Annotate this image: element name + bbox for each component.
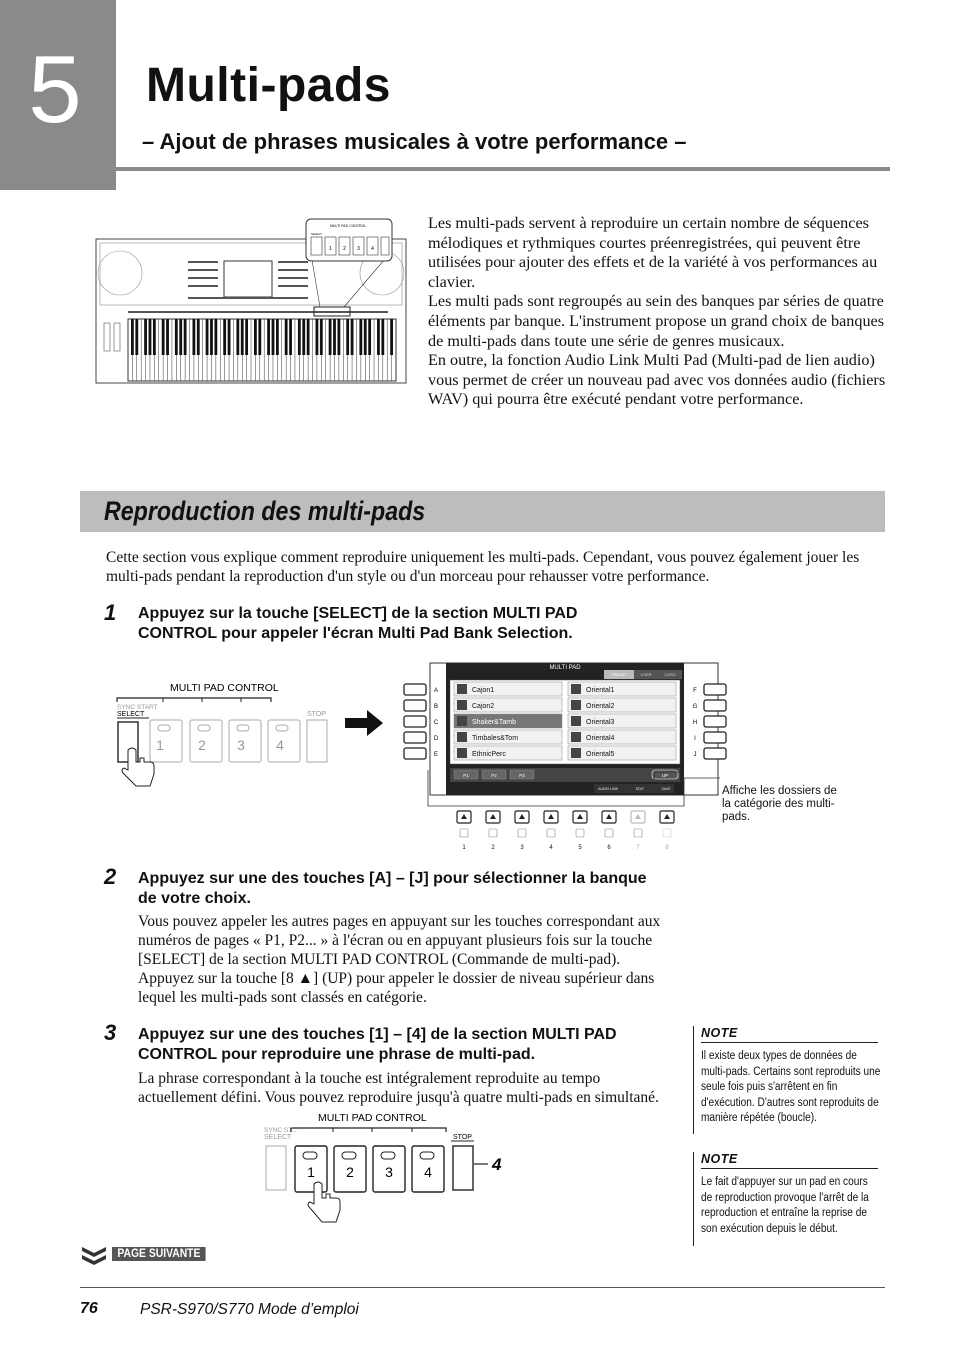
page-tab-label: P2 [491,773,497,778]
pad2-2-label: 2 [346,1164,354,1180]
intro-paragraph: En outre, la fonction Audio Link Multi Pad (Multi-pad de lien audio) vous permet de créer un nouveau pad avec vos données audio (fichiers WAV) qui pourra être exécuté pendant votre performance. [428,351,886,409]
callout-mpc-label: MULTI PAD CONTROL [330,224,367,228]
step-2-number: 2 [104,864,117,889]
select-label: SELECT [117,711,145,718]
note-label: NOTE [701,1026,878,1043]
bank-select-button[interactable] [704,716,726,727]
page-tab-label: P3 [519,773,525,778]
numbered-button-down[interactable] [634,829,642,837]
bank-icon [571,684,581,694]
bank-item[interactable]: Timbales&Tom [472,735,519,742]
callout-pad-3: 3 [357,246,360,252]
bank-item[interactable]: Cajon2 [472,703,495,710]
button-number: 5 [578,845,582,851]
button-number: 6 [607,845,611,851]
bank-icon [571,732,581,742]
button-letter: J [693,752,697,758]
bank-icon [571,748,581,758]
stop-callout-number: 4 [492,1155,502,1174]
button-number: 2 [491,845,495,851]
bank-icon [457,700,467,710]
button-letter: F [693,688,697,694]
tab-card: CARD [664,672,676,677]
numbered-button-down[interactable] [663,829,671,837]
button-number: 3 [520,845,524,851]
stop-label: STOP [307,711,326,718]
page-subtitle: – Ajout de phrases musicales à votre performance – [142,129,687,154]
step-3-heading: Appuyez sur une des touches [1] – [4] de la section MULTI PAD CONTROL pour reproduire une phrase de multi-pad. [138,1026,617,1063]
mpc2-title: MULTI PAD CONTROL [318,1112,427,1124]
bank-icon [457,748,467,758]
mpc-title: MULTI PAD CONTROL [170,682,279,694]
next-page-chevron-icon [80,1245,110,1265]
section-description: Cette section vous explique comment reproduire uniquement les multi-pads. Cependant, vous pouvez également jouer les multi-pads pendant la reproduction d'un style ou d'un morceau pour rehausser votre performance. [106,549,860,585]
numbered-button-down[interactable] [605,829,613,837]
tab-preset: PRESET [610,672,628,677]
callout-pad-1: 1 [329,246,332,252]
bank-icon [457,716,467,726]
intro-paragraph: Les multi pads sont regroupés au sein des banques par séries de quatre éléments par banque. L'instrument propose un grand choix de banques de multi-pads dans toute une série de genres musicaux. [428,292,885,350]
bank-item[interactable]: EthnicPerc [472,751,506,758]
func-save[interactable]: SAVE [661,787,671,791]
bank-icon [571,716,581,726]
numbered-button-down[interactable] [576,829,584,837]
bank-icon [457,684,467,694]
bank-item[interactable]: Oriental4 [586,735,615,742]
callout-pad-4: 4 [371,246,374,252]
step-1-heading: Appuyez sur la touche [SELECT] de la section MULTI PAD CONTROL pour appeler l'écran Multi Pad Bank Selection. [138,605,578,642]
bank-select-button[interactable] [704,732,726,743]
bank-icon [457,732,467,742]
bank-item[interactable]: Oriental1 [586,687,615,694]
bank-select-button[interactable] [704,748,726,759]
keyboard-illustration [92,215,410,385]
button-number: 8 [665,845,669,851]
note-box [693,1026,881,1134]
next-page-label[interactable]: PAGE SUIVANTE [112,1247,206,1261]
note-label: NOTE [701,1152,878,1169]
manual-name: PSR-S970/S770 Mode d’emploi [140,1301,359,1318]
button-letter: I [694,736,696,742]
note-text: Il existe deux types de données de multi-pads. Certains sont reproduits une seule fois puis s'arrêtent en fin d'exécution. D'autres sont reproduits de manière répétée (boucle). [701,1050,881,1124]
title-rule [116,167,890,171]
step-2-body: Vous pouvez appeler les autres pages en appuyant sur les touches correspondant aux numéros de pages « P1, P2... » à l'écran ou en appuyant plusieurs fois sur la touche [SELECT] de la section MULTI PAD CONTROL (Commande de multi-pad). Appuyez sur la touche [8 ▲] (UP) pour appeler le dossier de niveau supérieur dans lequel les multi-pads sont classés en catégorie. [138,913,661,1006]
button-number: 1 [462,845,466,851]
step-3-body: La phrase correspondant à la touche est intégralement reproduite au tempo actuellement défini. Vous pouvez reproduire jusqu'à quatre multi-pads en simultané. [138,1070,659,1106]
button-letter: B [433,704,439,710]
bank-item[interactable]: Oriental3 [586,719,615,726]
sync-start-label: SYNC START [117,704,158,711]
numbered-button-down[interactable] [460,829,468,837]
pad-4-label: 4 [276,737,284,753]
page-number: 76 [80,1300,98,1317]
section-title: Reproduction des multi-pads [104,496,426,526]
bank-item[interactable]: Cajon1 [472,687,495,694]
page-title: Multi-pads [146,59,391,112]
up-button[interactable]: UP [661,773,669,778]
screen-annotation: Affiche les dossiers de la catégorie des multi-pads. [722,785,837,823]
tab-user: USER [640,672,652,677]
arrow-right-icon [345,708,385,738]
bank-select-button[interactable] [404,700,426,711]
numbered-button-down[interactable] [489,829,497,837]
pad-1-label: 1 [156,737,164,753]
multi-pad-control-diagram-2 [262,1112,512,1224]
note-text: Le fait d'appuyer sur un pad en cours de reproduction provoque l'arrêt de la reproduction et entraîne la reprise de son exécution depuis le début. [701,1176,869,1235]
bank-icon [571,700,581,710]
intro-paragraph: Les multi-pads servent à reproduire un certain nombre de séquences mélodiques et rythmiques courtes préenregistrées, qui peuvent être utilisées pour ajouter des effets et de la variété à vos performances au clavier. [428,214,878,291]
pad-2-label: 2 [198,737,206,753]
multi-pad-bank-screen [398,660,733,855]
button-letter: G [692,704,698,710]
button-letter: H [692,720,698,726]
bank-item[interactable]: Shaker&Tamb [472,719,516,726]
bank-select-button[interactable] [704,700,726,711]
note-box [693,1152,878,1246]
bank-select-button[interactable] [404,748,426,759]
mpc2-stop-label: STOP [453,1134,472,1141]
multi-pad-control-diagram [114,678,334,788]
bank-select-button[interactable] [704,684,726,695]
step-3-number: 3 [104,1020,117,1045]
callout-select-label: SELECT [311,232,322,236]
numbered-button-down[interactable] [547,829,555,837]
screen-title: MULTI PAD [549,665,581,671]
page-tab-label: P1 [463,773,469,778]
bank-item[interactable]: Oriental5 [586,751,615,758]
pad2-4-label: 4 [424,1164,432,1180]
button-letter: C [433,720,439,726]
footer-rule [80,1287,885,1288]
intro-text [428,214,888,410]
button-letter: E [433,752,439,758]
bank-select-button[interactable] [404,716,426,727]
func-edit[interactable]: EDIT [636,787,644,791]
pad2-1-label: 1 [307,1164,315,1180]
button-letter: A [433,688,439,694]
pad2-3-label: 3 [385,1164,393,1180]
bank-select-button[interactable] [404,732,426,743]
chapter-number: 5 [28,36,82,143]
button-letter: D [433,736,439,742]
step-2-heading: Appuyez sur une des touches [A] – [J] pour sélectionner la banque de votre choix. [138,870,647,907]
button-number: 7 [636,845,640,851]
mpc2-sync-label: SYNC ST... [264,1127,297,1134]
mpc2-select-label: SELECT [264,1134,292,1141]
callout-pad-2: 2 [343,246,346,252]
bank-item[interactable]: Oriental2 [586,703,615,710]
button-number: 4 [549,845,553,851]
numbered-button-down[interactable] [518,829,526,837]
step-1-number: 1 [104,600,117,625]
pad-3-label: 3 [237,737,245,753]
func-audio-link[interactable]: AUDIO LINK [598,787,618,791]
bank-select-button[interactable] [404,684,426,695]
